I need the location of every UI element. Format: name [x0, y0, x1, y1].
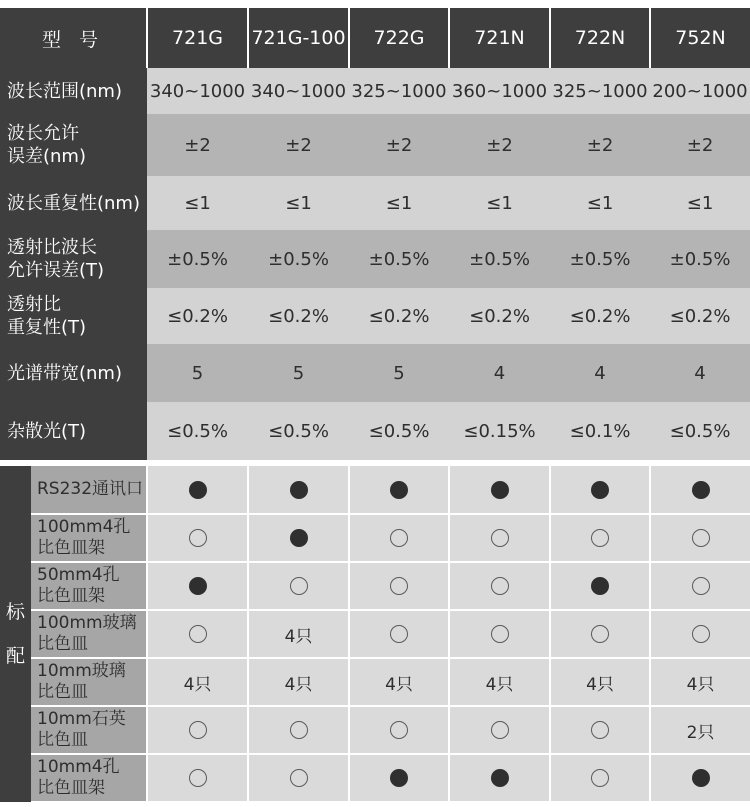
filled-circle-icon — [290, 529, 308, 547]
standard-cell — [147, 754, 248, 802]
spec-label-line: 允许误差(T) — [7, 260, 105, 281]
filled-circle-icon — [591, 577, 609, 595]
model-header: 752N — [650, 8, 750, 68]
standard-item-label-line: 10mm玻璃 — [37, 661, 126, 681]
spec-value: 5 — [248, 344, 349, 402]
standard-cell — [349, 706, 449, 754]
standard-cell: 4只 — [550, 658, 650, 706]
standard-item-label-line: 10mm石英 — [37, 709, 126, 729]
spec-row — [0, 176, 750, 230]
standard-row — [0, 754, 750, 802]
filled-circle-icon — [189, 481, 207, 499]
filled-circle-icon — [591, 481, 609, 499]
standard-cell — [147, 706, 248, 754]
standard-cell — [349, 610, 449, 658]
standard-item-label — [31, 562, 147, 610]
standard-cell — [650, 562, 750, 610]
spec-value: 5 — [349, 344, 449, 402]
spec-value: 360~1000 — [449, 68, 550, 114]
spec-row — [0, 230, 750, 288]
standard-cell — [248, 706, 349, 754]
open-circle-icon — [290, 721, 308, 739]
standard-item-label-line: 比色皿 — [37, 682, 88, 702]
spec-label-line: 透射比 — [7, 294, 61, 315]
open-circle-icon — [390, 577, 408, 595]
standard-cell: 4只 — [449, 658, 550, 706]
standard-cell: 4只 — [349, 658, 449, 706]
standard-cell — [147, 610, 248, 658]
spec-value: ±2 — [550, 114, 650, 176]
standard-cell — [449, 754, 550, 802]
spec-value: ≤0.15% — [449, 402, 550, 460]
standard-item-label-line: RS232通讯口 — [37, 479, 144, 499]
standard-cell — [550, 562, 650, 610]
standard-cell — [147, 514, 248, 562]
spec-label — [0, 230, 147, 288]
spec-label — [0, 344, 147, 402]
standard-item-label-line: 比色皿架 — [37, 586, 105, 606]
standard-item-label-line: 10mm4孔 — [37, 757, 120, 777]
standard-cell — [449, 466, 550, 514]
standard-cell — [349, 754, 449, 802]
standard-cell — [650, 466, 750, 514]
standard-cell — [550, 706, 650, 754]
standard-row — [0, 706, 750, 754]
standard-cell — [449, 562, 550, 610]
open-circle-icon — [591, 721, 609, 739]
filled-circle-icon — [692, 769, 710, 787]
standard-item-label — [31, 466, 147, 514]
standard-cell — [248, 466, 349, 514]
standard-item-label — [31, 754, 147, 802]
standard-cell — [449, 610, 550, 658]
spec-row — [0, 344, 750, 402]
open-circle-icon — [591, 769, 609, 787]
standard-item-label-line: 50mm4孔 — [37, 565, 120, 585]
spec-label-line: 波长允许 — [7, 123, 79, 144]
model-header: 721G-100 — [248, 8, 349, 68]
spec-value: 340~1000 — [248, 68, 349, 114]
filled-circle-icon — [390, 481, 408, 499]
spec-value: ≤0.5% — [349, 402, 449, 460]
standard-row — [0, 658, 750, 706]
spec-value: ≤0.2% — [248, 288, 349, 344]
open-circle-icon — [692, 577, 710, 595]
standard-cell — [147, 562, 248, 610]
filled-circle-icon — [290, 481, 308, 499]
model-header: 722G — [349, 8, 449, 68]
spec-label-line: 杂散光(T) — [7, 420, 87, 442]
spec-value: ≤0.5% — [147, 402, 248, 460]
open-circle-icon — [189, 721, 207, 739]
spec-value: ±2 — [650, 114, 750, 176]
spec-value: ≤0.2% — [449, 288, 550, 344]
standard-cell — [449, 706, 550, 754]
spec-label-line: 透射比波长 — [7, 237, 97, 258]
open-circle-icon — [390, 625, 408, 643]
standard-item-label-line: 100mm4孔 — [37, 517, 131, 537]
model-header-label: 型 号 — [0, 8, 147, 68]
spec-value: ±2 — [449, 114, 550, 176]
spec-value: ±0.5% — [650, 230, 750, 288]
standard-cell: 4只 — [248, 610, 349, 658]
spec-value: ±2 — [248, 114, 349, 176]
standard-item-label-line: 比色皿 — [37, 634, 88, 654]
spec-value: ±0.5% — [248, 230, 349, 288]
open-circle-icon — [491, 529, 509, 547]
spec-value: ±0.5% — [550, 230, 650, 288]
open-circle-icon — [591, 625, 609, 643]
standard-cell — [650, 514, 750, 562]
spec-value: ≤1 — [449, 176, 550, 230]
standard-cell: 4只 — [650, 658, 750, 706]
standard-item-label — [31, 706, 147, 754]
spectrophotometer-spec-table — [0, 8, 750, 803]
open-circle-icon — [692, 625, 710, 643]
spec-label — [0, 402, 147, 460]
group-label-char: 配 — [5, 645, 25, 667]
standard-item-label-line: 比色皿架 — [37, 778, 105, 798]
standard-cell — [248, 562, 349, 610]
spec-value: 4 — [550, 344, 650, 402]
standard-cell — [650, 610, 750, 658]
standard-item-label — [31, 658, 147, 706]
standard-cell — [449, 514, 550, 562]
spec-value: ≤0.2% — [550, 288, 650, 344]
standard-item-label-line: 比色皿 — [37, 730, 88, 750]
standard-cell — [147, 466, 248, 514]
spec-value: 5 — [147, 344, 248, 402]
standard-row — [0, 610, 750, 658]
open-circle-icon — [491, 577, 509, 595]
spec-value: 4 — [449, 344, 550, 402]
standard-cell: 2只 — [650, 706, 750, 754]
spec-row — [0, 288, 750, 344]
standard-config-body — [0, 466, 750, 802]
spec-label-line: 误差(nm) — [7, 146, 86, 167]
filled-circle-icon — [692, 481, 710, 499]
standard-cell — [550, 466, 650, 514]
spec-value: ≤0.5% — [248, 402, 349, 460]
spec-label-line: 重复性(T) — [7, 317, 87, 338]
standard-cell — [550, 610, 650, 658]
standard-cell — [248, 514, 349, 562]
open-circle-icon — [390, 721, 408, 739]
spec-value: ±0.5% — [349, 230, 449, 288]
spec-value: ≤0.2% — [147, 288, 248, 344]
open-circle-icon — [591, 529, 609, 547]
spec-value: ≤1 — [550, 176, 650, 230]
standard-cell — [650, 754, 750, 802]
spec-value: ≤0.1% — [550, 402, 650, 460]
standard-cell — [349, 466, 449, 514]
spec-value: 200~1000 — [650, 68, 750, 114]
model-header: 722N — [550, 8, 650, 68]
open-circle-icon — [692, 529, 710, 547]
standard-item-label — [31, 514, 147, 562]
spec-value: ±0.5% — [449, 230, 550, 288]
spec-label — [0, 176, 147, 230]
spec-value: ±2 — [147, 114, 248, 176]
standard-cell: 4只 — [248, 658, 349, 706]
header-row — [0, 8, 750, 68]
spec-value: ≤1 — [650, 176, 750, 230]
spec-value: ±0.5% — [147, 230, 248, 288]
spec-row — [0, 68, 750, 114]
spec-value: ≤1 — [248, 176, 349, 230]
spec-label — [0, 114, 147, 176]
group-label-char: 标 — [5, 601, 25, 623]
spec-body — [0, 68, 750, 460]
open-circle-icon — [491, 721, 509, 739]
standard-cell — [248, 754, 349, 802]
spec-value: ≤0.5% — [650, 402, 750, 460]
filled-circle-icon — [189, 577, 207, 595]
filled-circle-icon — [390, 769, 408, 787]
spec-label-line: 波长范围(nm) — [7, 80, 122, 102]
standard-item-label-line: 100mm玻璃 — [37, 613, 137, 633]
spec-value: 325~1000 — [550, 68, 650, 114]
open-circle-icon — [290, 769, 308, 787]
spec-label — [0, 288, 147, 344]
open-circle-icon — [189, 769, 207, 787]
spec-value: ±2 — [349, 114, 449, 176]
standard-group-label — [0, 466, 31, 802]
model-header: 721N — [449, 8, 550, 68]
standard-item-label — [31, 610, 147, 658]
standard-item-label-line: 比色皿架 — [37, 538, 105, 558]
spec-label — [0, 68, 147, 114]
spec-value: ≤1 — [349, 176, 449, 230]
standard-row — [0, 514, 750, 562]
open-circle-icon — [491, 625, 509, 643]
spec-label-line: 波长重复性(nm) — [7, 192, 140, 214]
spec-label-line: 光谱带宽(nm) — [7, 362, 122, 384]
standard-cell — [349, 562, 449, 610]
standard-cell — [550, 754, 650, 802]
spec-value: 4 — [650, 344, 750, 402]
standard-cell: 4只 — [147, 658, 248, 706]
open-circle-icon — [189, 625, 207, 643]
spec-value: ≤0.2% — [349, 288, 449, 344]
standard-cell — [550, 514, 650, 562]
spec-value: ≤0.2% — [650, 288, 750, 344]
spec-value: 340~1000 — [147, 68, 248, 114]
open-circle-icon — [390, 529, 408, 547]
open-circle-icon — [290, 577, 308, 595]
standard-row — [0, 466, 750, 514]
spec-value: 325~1000 — [349, 68, 449, 114]
model-header: 721G — [147, 8, 248, 68]
open-circle-icon — [189, 529, 207, 547]
filled-circle-icon — [491, 481, 509, 499]
spec-row — [0, 402, 750, 460]
standard-row — [0, 562, 750, 610]
standard-cell — [349, 514, 449, 562]
spec-value: ≤1 — [147, 176, 248, 230]
spec-row — [0, 114, 750, 176]
filled-circle-icon — [491, 769, 509, 787]
